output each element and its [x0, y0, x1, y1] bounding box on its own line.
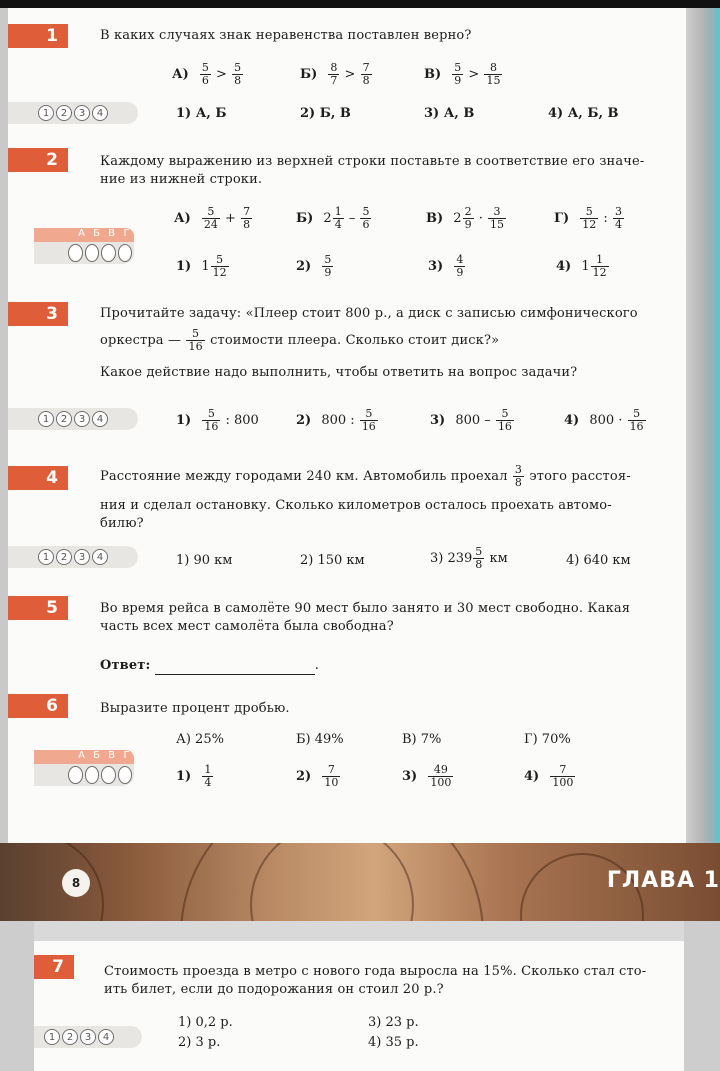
task-7-answer-3: 3) 23 р.	[368, 1015, 419, 1030]
task-6-frac-2: 2) $\frac{7}{10}$	[296, 763, 339, 789]
answer-cell-g[interactable]	[118, 766, 133, 784]
task-4-answer-4: 4) 640 км	[566, 553, 631, 568]
answer-cell-b[interactable]	[85, 766, 100, 784]
grid-letter-a: А	[78, 750, 85, 761]
answer-circle-3[interactable]: 3	[74, 411, 90, 427]
top-edge	[0, 0, 720, 8]
task-1-item-b: Б) $\frac{8}{7}$ > $\frac{7}{8}$	[300, 61, 370, 87]
task-7-answer-grid[interactable]	[34, 1026, 142, 1048]
task-1-answer-grid[interactable]	[8, 102, 138, 124]
task-5-line1: Во время рейса в самолёте 90 мест было занято и 30 мест свободно. Какая	[100, 601, 631, 616]
lower-left-margin	[0, 921, 34, 1071]
task-7-answer-1: 1) 0,2 р.	[178, 1015, 233, 1030]
task-5-line2: часть всех мест самолёта была свободна?	[100, 619, 394, 634]
answer-cell-v[interactable]	[101, 766, 116, 784]
task-1-item-a: А) $\frac{5}{6}$ > $\frac{5}{8}$	[172, 61, 242, 87]
task-2-text-line2: ние из нижней строки.	[100, 172, 263, 187]
task-3-answer-1: 1) $\frac{5}{16}$ : 800	[176, 407, 259, 433]
task-number-7: 7	[34, 955, 74, 979]
lower-right-margin	[684, 921, 720, 1071]
task-6-percent-b: Б) 49%	[296, 732, 344, 747]
grid-letter-b: Б	[93, 228, 100, 239]
answer-cell-v[interactable]	[101, 244, 116, 262]
task-3-line1: Прочитайте задачу: «Плеер стоит 800 р., а диск с записью симфонического	[100, 306, 638, 321]
task-6-frac-4: 4) $\frac{7}{100}$	[524, 763, 574, 789]
task-1-answer-1: 1) А, Б	[176, 106, 227, 121]
task-1-text: В каких случаях знак неравенства поставлен верно?	[100, 28, 472, 43]
answer-cell-b[interactable]	[85, 244, 100, 262]
answer-circle-3[interactable]: 3	[74, 105, 90, 121]
task-1-answer-2: 2) Б, В	[300, 106, 351, 121]
task-4-answer-3: 3) 239 $\frac{5}{8}$ км	[430, 545, 508, 571]
task-6-frac-3: 3) $\frac{49}{100}$	[402, 763, 452, 789]
task-2-letter-grid[interactable]	[34, 228, 134, 264]
answer-field[interactable]	[155, 674, 315, 675]
left-gutter	[0, 8, 8, 843]
grid-letter-g: Г	[123, 750, 130, 761]
task-3-answer-4: 4) 800 · $\frac{5}{16}$	[564, 407, 644, 433]
task-3-question: Какое действие надо выполнить, чтобы ответить на вопрос задачи?	[100, 365, 578, 380]
task-4-answer-2: 2) 150 км	[300, 553, 365, 568]
answer-circle-2[interactable]: 2	[62, 1029, 78, 1045]
answer-circle-1[interactable]: 1	[44, 1029, 60, 1045]
grid-letter-g: Г	[123, 228, 130, 239]
task-4-answer-grid[interactable]	[8, 546, 138, 568]
task-1-answer-3: 3) А, В	[424, 106, 475, 121]
answer-circle-1[interactable]: 1	[38, 105, 54, 121]
task-7-answer-2: 2) 3 р.	[178, 1035, 221, 1050]
answer-circle-4[interactable]: 4	[92, 105, 108, 121]
task-3-line2: оркестра — $\frac{5}{16}$ стоимости плеера. Сколько стоит диск?»	[100, 327, 500, 353]
task-2-text-line1: Каждому выражению из верхней строки поставьте в соответствие его значе-	[100, 154, 645, 169]
answer-circle-4[interactable]: 4	[92, 411, 108, 427]
task-4-line1: Расстояние между городами 240 км. Автомобиль проехал $\frac{3}{8}$ этого расстоя-	[100, 463, 631, 489]
task-4-line2: ния и сделал остановку. Сколько километров осталось проехать автомо-	[100, 498, 612, 513]
task-7-line1: Стоимость проезда в метро с нового года выросла на 15%. Сколько стал сто-	[104, 964, 647, 979]
task-2-value-3: 3) $\frac{4}{9}$	[428, 253, 464, 279]
page-number: 8	[62, 869, 90, 897]
grid-letter-v: В	[108, 750, 115, 761]
task-6-percent-v: В) 7%	[402, 732, 442, 747]
task-number-1: 1	[8, 24, 68, 48]
task-number-5: 5	[8, 596, 68, 620]
answer-circle-2[interactable]: 2	[56, 105, 72, 121]
right-page-edge	[686, 8, 720, 843]
task-3-answer-2: 2) 800 : $\frac{5}{16}$	[296, 407, 376, 433]
answer-circle-4[interactable]: 4	[98, 1029, 114, 1045]
task-7-answer-4: 4) 35 р.	[368, 1035, 419, 1050]
task-6-percent-g: Г) 70%	[524, 732, 571, 747]
task-1-item-v: В) $\frac{5}{9}$ > $\frac{8}{15}$	[424, 61, 501, 87]
task-number-3: 3	[8, 302, 68, 326]
answer-circle-1[interactable]: 1	[38, 549, 54, 565]
task-2-expr-b: Б) 2 $\frac{1}{4}$ – $\frac{5}{6}$	[296, 205, 370, 231]
answer-circle-3[interactable]: 3	[74, 549, 90, 565]
answer-circle-3[interactable]: 3	[80, 1029, 96, 1045]
answer-circle-1[interactable]: 1	[38, 411, 54, 427]
grid-letter-b: Б	[93, 750, 100, 761]
task-number-4: 4	[8, 466, 68, 490]
task-6-letter-grid[interactable]	[34, 750, 134, 786]
task-3-answer-grid[interactable]	[8, 408, 138, 430]
task-2-value-2: 2) $\frac{5}{9}$	[296, 253, 332, 279]
task-2-expr-a: А) $\frac{5}{24}$ + $\frac{7}{8}$	[174, 205, 251, 231]
task-2-value-4: 4) 1 $\frac{1}{12}$	[556, 253, 607, 279]
task-6-frac-1: 1) $\frac{1}{4}$	[176, 763, 212, 789]
task-4-line3: билю?	[100, 516, 144, 531]
task-2-expr-v: В) 2 $\frac{2}{9}$ · $\frac{3}{15}$	[426, 205, 504, 231]
chapter-title: ГЛАВА 1	[606, 868, 720, 893]
task-3-answer-3: 3) 800 – $\frac{5}{16}$	[430, 407, 512, 433]
answer-cell-g[interactable]	[118, 244, 133, 262]
task-4-answer-1: 1) 90 км	[176, 553, 233, 568]
task-6-percent-a: А) 25%	[176, 732, 224, 747]
task-5-answer-row: Ответ: .	[100, 658, 320, 673]
grid-letter-v: В	[108, 228, 115, 239]
answer-circle-2[interactable]: 2	[56, 411, 72, 427]
task-number-2: 2	[8, 148, 68, 172]
answer-cell-a[interactable]	[68, 766, 83, 784]
page-lower	[34, 941, 684, 1071]
task-2-expr-g: Г) $\frac{5}{12}$ : $\frac{3}{4}$	[554, 205, 622, 231]
task-6-text: Выразите процент дробью.	[100, 701, 290, 716]
task-1-answer-4: 4) А, Б, В	[548, 106, 619, 121]
task-7-line2: ить билет, если до подорожания он стоил 20 р.?	[104, 982, 444, 997]
grid-letter-a: А	[78, 228, 85, 239]
answer-circle-4[interactable]: 4	[92, 549, 108, 565]
task-2-value-1: 1) 1 $\frac{5}{12}$	[176, 253, 227, 279]
task-number-6: 6	[8, 694, 68, 718]
answer-cell-a[interactable]	[68, 244, 83, 262]
answer-circle-2[interactable]: 2	[56, 549, 72, 565]
